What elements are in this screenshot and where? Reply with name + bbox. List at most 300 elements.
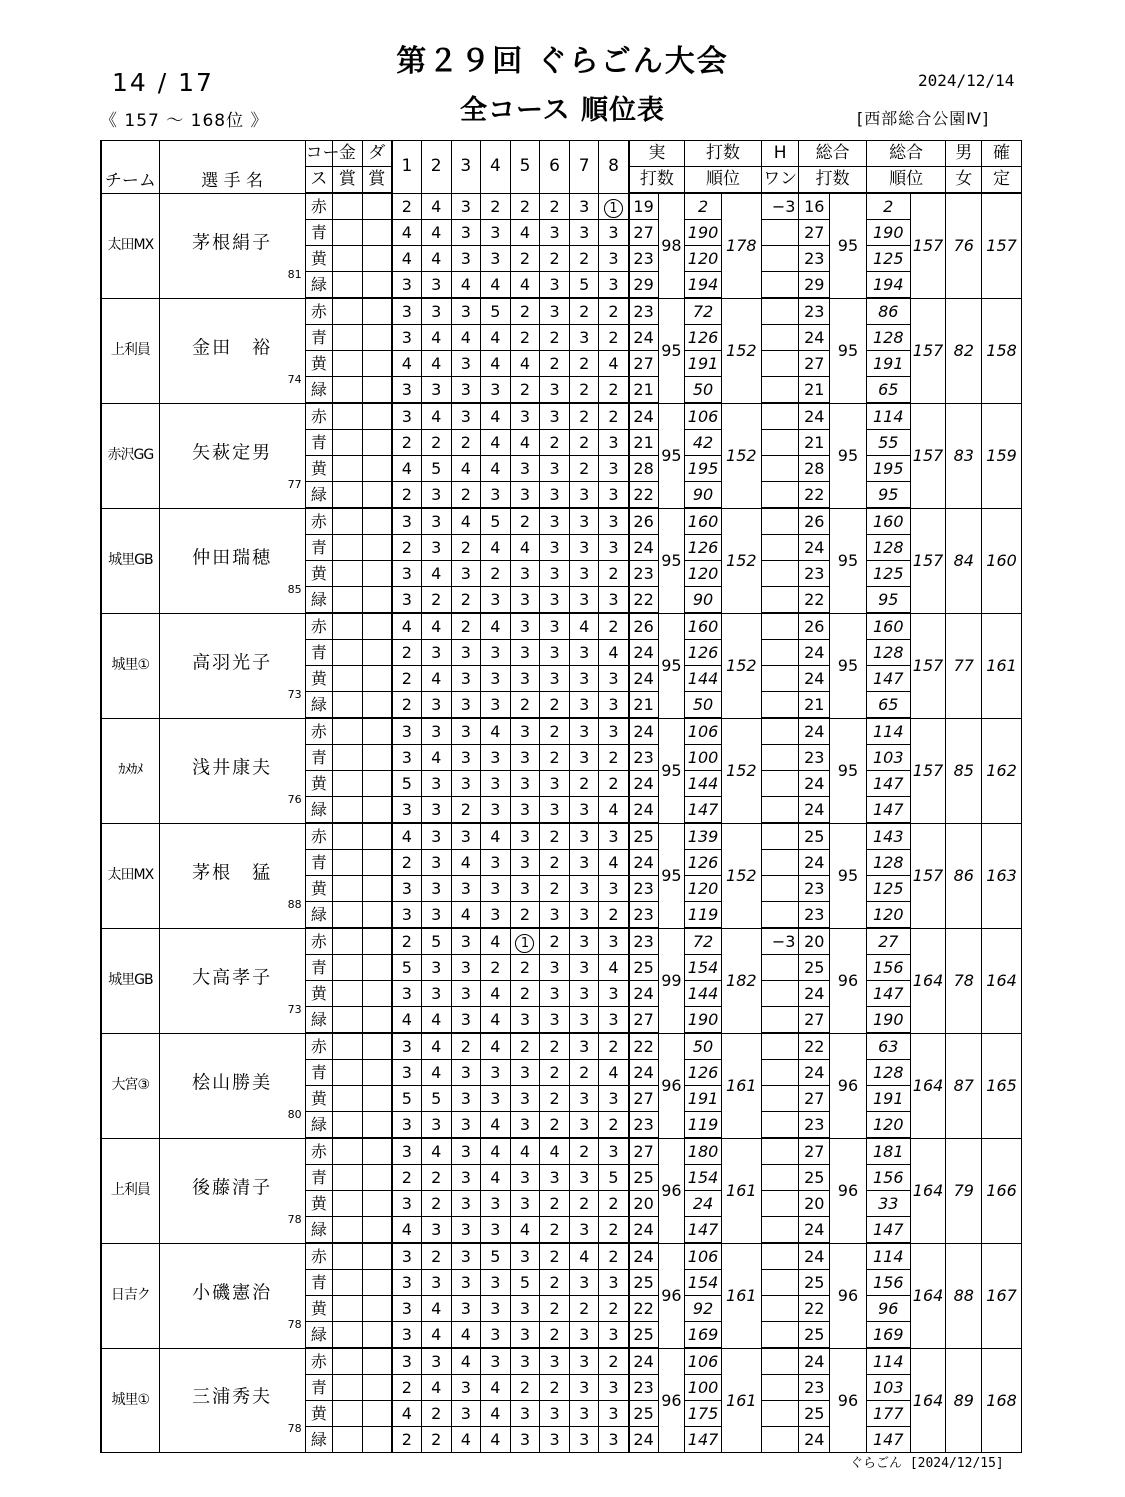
da-award	[362, 692, 392, 719]
hole-score: 3	[481, 1270, 511, 1296]
col-total-rank-bot: 順位	[866, 167, 946, 194]
course-score: 24	[629, 535, 659, 561]
course-score: 23	[629, 246, 659, 272]
score-row	[101, 928, 1022, 955]
course-score: 24	[629, 640, 659, 666]
hole-score: 4	[421, 1138, 451, 1165]
course-name: 赤	[305, 193, 333, 220]
hole-score: 3	[540, 561, 570, 587]
course-name: 赤	[305, 403, 333, 430]
score-row	[101, 613, 1022, 640]
hole-in-one-bonus	[761, 1401, 799, 1427]
course-total-score: 23	[799, 1375, 830, 1401]
course-total-score: 20	[799, 1191, 830, 1217]
hole-score: 4	[451, 1322, 481, 1349]
hole-score: 4	[421, 613, 451, 640]
hole-score: 2	[540, 246, 570, 272]
course-rank: 2	[685, 193, 722, 220]
hole-score: 3	[451, 823, 481, 850]
course-total-rank: 55	[866, 430, 910, 456]
hole-in-one-bonus	[761, 1033, 799, 1060]
course-score: 26	[629, 613, 659, 640]
hole-score: 2	[540, 1270, 570, 1296]
player-name-cell	[159, 928, 305, 1033]
hole-score: 2	[392, 193, 422, 220]
hole-score: 3	[599, 718, 629, 745]
hole-score: 4	[421, 1375, 451, 1401]
da-award	[362, 1060, 392, 1086]
hole-score: 2	[599, 771, 629, 797]
hole-score: 4	[481, 981, 511, 1007]
hole-score: 3	[510, 1007, 540, 1034]
hole-score: 3	[451, 1375, 481, 1401]
player-name: 金田 裕	[192, 337, 273, 358]
hole-score: 5	[481, 508, 511, 535]
hole-score: 3	[392, 797, 422, 824]
course-score: 28	[629, 456, 659, 482]
hole-in-one-bonus	[761, 850, 799, 876]
da-award	[362, 1401, 392, 1427]
gold-award	[333, 1270, 363, 1296]
hole-score: 3	[510, 1060, 540, 1086]
course-name: 緑	[305, 587, 333, 614]
col-final-bot: 定	[982, 167, 1022, 194]
sex-rank: 79	[946, 1138, 982, 1243]
hole-score: 3	[421, 377, 451, 404]
hole-score: 3	[599, 928, 629, 955]
course-score: 23	[629, 902, 659, 929]
hole-score: 2	[510, 692, 540, 719]
stroke-rank: 161	[721, 1033, 761, 1138]
hole-score: 3	[392, 1138, 422, 1165]
hole-score: 3	[451, 928, 481, 955]
course-name: 緑	[305, 692, 333, 719]
course-total-rank: 181	[866, 1138, 910, 1165]
hole-score: 3	[481, 587, 511, 614]
hole-score: 3	[540, 771, 570, 797]
hole-in-one-bonus	[761, 666, 799, 692]
col-total-rank-top: 総合	[866, 141, 946, 167]
actual-total: 95	[658, 613, 685, 718]
final-rank: 167	[982, 1243, 1022, 1348]
hole-score: 2	[392, 850, 422, 876]
hole-score: 4	[451, 508, 481, 535]
hole-score: 3	[481, 1322, 511, 1349]
hole-score: 3	[599, 220, 629, 246]
actual-total: 95	[658, 403, 685, 508]
course-total-rank: 95	[866, 482, 910, 509]
course-total-rank: 114	[866, 1348, 910, 1375]
hole-score: 2	[421, 1401, 451, 1427]
score-row	[101, 193, 1022, 220]
hole-score: 3	[540, 1165, 570, 1191]
actual-total: 96	[658, 1138, 685, 1243]
gold-award	[333, 718, 363, 745]
course-rank: 154	[685, 1270, 722, 1296]
hole-score: 2	[540, 325, 570, 351]
da-award	[362, 666, 392, 692]
col-total-top: 総合	[799, 141, 866, 167]
course-score: 22	[629, 1296, 659, 1322]
hole-score: 3	[599, 1401, 629, 1427]
player-age: 76	[287, 792, 302, 806]
course-total-score: 20	[799, 928, 830, 955]
course-score: 21	[629, 692, 659, 719]
course-total-rank: 125	[866, 876, 910, 902]
player-name-cell	[159, 508, 305, 613]
hole-score: 3	[510, 403, 540, 430]
hole-score: 3	[510, 823, 540, 850]
course-rank: 126	[685, 535, 722, 561]
course-total-rank: 191	[866, 1086, 910, 1112]
course-total-rank: 63	[866, 1033, 910, 1060]
course-name: 緑	[305, 482, 333, 509]
col-actual-bot: 打数	[629, 167, 685, 194]
hole-in-one-bonus	[761, 482, 799, 509]
course-total-score: 24	[799, 771, 830, 797]
hole-score: 3	[451, 1296, 481, 1322]
hole-in-one-bonus	[761, 456, 799, 482]
stroke-rank: 161	[721, 1348, 761, 1453]
hole-score: 3	[540, 666, 570, 692]
course-score: 25	[629, 823, 659, 850]
course-name: 青	[305, 535, 333, 561]
hole-in-one-bonus	[761, 325, 799, 351]
hole-score: 3	[569, 508, 599, 535]
hole-score: 4	[392, 246, 422, 272]
hole-score: 2	[599, 1243, 629, 1270]
hole-in-one-bonus	[761, 1191, 799, 1217]
course-total-rank: 128	[866, 535, 910, 561]
hole-score: 5	[392, 1086, 422, 1112]
da-award	[362, 1348, 392, 1375]
course-score: 24	[629, 718, 659, 745]
player-block	[101, 1243, 1022, 1348]
player-name: 矢萩定男	[192, 442, 273, 463]
player-age: 73	[287, 1002, 302, 1016]
hole-score: 2	[421, 1243, 451, 1270]
page-subtitle: 全コース 順位表	[459, 95, 666, 126]
course-total-score: 25	[799, 1322, 830, 1349]
hole-score: 3	[510, 482, 540, 509]
actual-total: 96	[658, 1348, 685, 1453]
hole-in-one-bonus	[761, 640, 799, 666]
course-total-rank: 120	[866, 1112, 910, 1139]
hole-score: 2	[451, 482, 481, 509]
gold-award	[333, 1086, 363, 1112]
course-total-rank: 190	[866, 220, 910, 246]
total-rank: 164	[910, 928, 946, 1033]
table-header	[101, 141, 1022, 194]
hole-score: 4	[421, 246, 451, 272]
hole-score: 3	[569, 1375, 599, 1401]
team-name: ｶﾒｶﾒ	[101, 718, 159, 823]
hole-score: 3	[569, 325, 599, 351]
hole-score: 3	[481, 666, 511, 692]
player-age: 74	[287, 372, 302, 386]
col-total-bot: 打数	[799, 167, 866, 194]
hole-score: 3	[540, 955, 570, 981]
col-sex-top: 男	[946, 141, 982, 167]
hole-score: 3	[569, 745, 599, 771]
hole-score: 3	[510, 1191, 540, 1217]
hole-score: 2	[569, 456, 599, 482]
course-score: 23	[629, 1112, 659, 1139]
hole-in-one-bonus	[761, 403, 799, 430]
hole-score: 2	[392, 430, 422, 456]
hole-score: 2	[540, 1375, 570, 1401]
course-total-score: 24	[799, 666, 830, 692]
course-name: 赤	[305, 718, 333, 745]
gold-award	[333, 771, 363, 797]
hole-score: 3	[451, 561, 481, 587]
course-total-score: 23	[799, 298, 830, 325]
course-total-score: 23	[799, 561, 830, 587]
hole-score: 3	[569, 482, 599, 509]
hole-in-one-bonus	[761, 587, 799, 614]
gold-award	[333, 613, 363, 640]
hole-score: 2	[540, 1191, 570, 1217]
hole-score: 3	[392, 1296, 422, 1322]
gold-award	[333, 403, 363, 430]
hole-score: 3	[569, 587, 599, 614]
col-da-bot: 賞	[362, 167, 392, 194]
page-number: 14 / 17	[112, 68, 214, 97]
hole-score: 4	[481, 1427, 511, 1453]
course-score: 23	[629, 298, 659, 325]
course-rank: 126	[685, 640, 722, 666]
course-name: 緑	[305, 1007, 333, 1034]
course-rank: 50	[685, 377, 722, 404]
team-name: 城里GB	[101, 508, 159, 613]
hole-score: 3	[481, 902, 511, 929]
hole-score: 3	[599, 246, 629, 272]
hole-score: 2	[510, 325, 540, 351]
course-total-score: 24	[799, 535, 830, 561]
hole-score: 3	[481, 771, 511, 797]
hole-score	[510, 928, 540, 955]
team-name: 城里GB	[101, 928, 159, 1033]
team-name: 城里①	[101, 613, 159, 718]
grand-total: 95	[830, 823, 867, 928]
final-rank: 168	[982, 1348, 1022, 1453]
hole-score: 2	[421, 1191, 451, 1217]
course-name: 緑	[305, 1217, 333, 1244]
da-award	[362, 535, 392, 561]
course-total-rank: 160	[866, 613, 910, 640]
gold-award	[333, 640, 363, 666]
gold-award	[333, 797, 363, 824]
gold-award	[333, 1243, 363, 1270]
hole-in-one-bonus	[761, 955, 799, 981]
final-rank: 157	[982, 193, 1022, 298]
player-block	[101, 928, 1022, 1033]
grand-total: 96	[830, 928, 867, 1033]
da-award	[362, 928, 392, 955]
gold-award	[333, 666, 363, 692]
hole-score: 3	[392, 1112, 422, 1139]
hole-score: 2	[540, 1296, 570, 1322]
gold-award	[333, 272, 363, 299]
course-total-score: 26	[799, 508, 830, 535]
hole-score: 3	[540, 482, 570, 509]
hole-score: 4	[510, 535, 540, 561]
gold-award	[333, 246, 363, 272]
hole-score: 4	[510, 220, 540, 246]
grand-total: 95	[830, 403, 867, 508]
hole-score: 3	[392, 1270, 422, 1296]
da-award	[362, 403, 392, 430]
course-score: 23	[629, 1375, 659, 1401]
hole-in-one-bonus	[761, 220, 799, 246]
hole-score: 2	[540, 351, 570, 377]
hole-score: 3	[392, 1348, 422, 1375]
hole-score: 4	[599, 850, 629, 876]
course-name: 緑	[305, 272, 333, 299]
gold-award	[333, 902, 363, 929]
hole-score: 3	[569, 535, 599, 561]
player-name-cell	[159, 1348, 305, 1453]
hole-in-one-mark: 1	[604, 199, 623, 218]
final-rank: 160	[982, 508, 1022, 613]
hole-score: 3	[569, 1217, 599, 1244]
hole-score: 3	[569, 640, 599, 666]
course-rank: 100	[685, 745, 722, 771]
hole-score: 3	[599, 823, 629, 850]
player-age: 81	[287, 267, 302, 281]
course-name: 緑	[305, 1322, 333, 1349]
course-total-rank: 2	[866, 193, 910, 220]
hole-in-one-bonus	[761, 377, 799, 404]
course-rank: 180	[685, 1138, 722, 1165]
hole-score: 3	[451, 1060, 481, 1086]
da-award	[362, 797, 392, 824]
hole-score: 3	[510, 587, 540, 614]
hole-score: 4	[421, 561, 451, 587]
course-rank: 106	[685, 1348, 722, 1375]
hole-score: 3	[569, 1112, 599, 1139]
course-rank: 72	[685, 928, 722, 955]
hole-score: 3	[421, 902, 451, 929]
course-name: 黄	[305, 351, 333, 377]
hole-in-one-bonus	[761, 1270, 799, 1296]
total-rank: 164	[910, 1138, 946, 1243]
hole-score: 5	[421, 456, 451, 482]
stroke-rank: 152	[721, 718, 761, 823]
da-award	[362, 508, 392, 535]
course-score: 24	[629, 1348, 659, 1375]
gold-award	[333, 1427, 363, 1453]
course-total-score: 29	[799, 272, 830, 299]
course-score: 25	[629, 1322, 659, 1349]
col-final-top: 確	[982, 141, 1022, 167]
actual-total: 99	[658, 928, 685, 1033]
hole-score: 3	[451, 351, 481, 377]
actual-total: 95	[658, 823, 685, 928]
hole-score: 3	[481, 876, 511, 902]
hole-score: 3	[540, 1401, 570, 1427]
hole-score: 3	[481, 640, 511, 666]
player-block	[101, 718, 1022, 823]
hole-score: 3	[540, 797, 570, 824]
hole-score: 3	[451, 377, 481, 404]
hole-score: 2	[599, 1217, 629, 1244]
course-total-rank: 147	[866, 666, 910, 692]
actual-total: 95	[658, 298, 685, 403]
hole-score: 3	[392, 1191, 422, 1217]
hole-score: 3	[451, 666, 481, 692]
course-name: 黄	[305, 246, 333, 272]
course-total-rank: 128	[866, 325, 910, 351]
sex-rank: 76	[946, 193, 982, 298]
col-hole-1: 1	[392, 141, 422, 194]
course-rank: 126	[685, 325, 722, 351]
team-name: 上利員	[101, 298, 159, 403]
hole-score: 2	[392, 666, 422, 692]
course-total-score: 24	[799, 1217, 830, 1244]
hole-score: 3	[510, 850, 540, 876]
da-award	[362, 1191, 392, 1217]
player-block	[101, 193, 1022, 298]
hole-score: 4	[451, 1427, 481, 1453]
course-total-score: 21	[799, 430, 830, 456]
hole-score: 3	[392, 325, 422, 351]
hole-score: 3	[481, 850, 511, 876]
course-total-score: 24	[799, 640, 830, 666]
total-rank: 157	[910, 193, 946, 298]
hole-score: 4	[481, 1033, 511, 1060]
hole-score: 3	[451, 718, 481, 745]
total-rank: 157	[910, 613, 946, 718]
hole-score: 4	[421, 325, 451, 351]
col-name: 選 手 名	[159, 141, 305, 194]
course-score: 22	[629, 482, 659, 509]
hole-score: 4	[421, 745, 451, 771]
stroke-rank: 152	[721, 298, 761, 403]
col-da-top: ダ	[362, 141, 392, 167]
course-name: 青	[305, 1165, 333, 1191]
course-name: 青	[305, 955, 333, 981]
course-total-score: 25	[799, 1165, 830, 1191]
score-row	[101, 1033, 1022, 1060]
course-score: 24	[629, 1427, 659, 1453]
player-name: 茅根絹子	[192, 232, 273, 253]
da-award	[362, 272, 392, 299]
gold-award	[333, 482, 363, 509]
final-rank: 166	[982, 1138, 1022, 1243]
hole-score: 4	[540, 1138, 570, 1165]
course-name: 青	[305, 220, 333, 246]
course-rank: 106	[685, 718, 722, 745]
hole-score: 3	[421, 771, 451, 797]
hole-score: 3	[451, 403, 481, 430]
da-award	[362, 1217, 392, 1244]
hole-score: 2	[540, 430, 570, 456]
hole-score: 3	[421, 535, 451, 561]
hole-score: 2	[599, 377, 629, 404]
da-award	[362, 482, 392, 509]
grand-total: 95	[830, 613, 867, 718]
gold-award	[333, 1112, 363, 1139]
actual-total: 96	[658, 1033, 685, 1138]
gold-award	[333, 430, 363, 456]
player-name-cell	[159, 298, 305, 403]
course-total-rank: 147	[866, 1427, 910, 1453]
team-name: 赤沢GG	[101, 403, 159, 508]
hole-score: 3	[540, 403, 570, 430]
hole-in-one-bonus	[761, 351, 799, 377]
gold-award	[333, 1296, 363, 1322]
